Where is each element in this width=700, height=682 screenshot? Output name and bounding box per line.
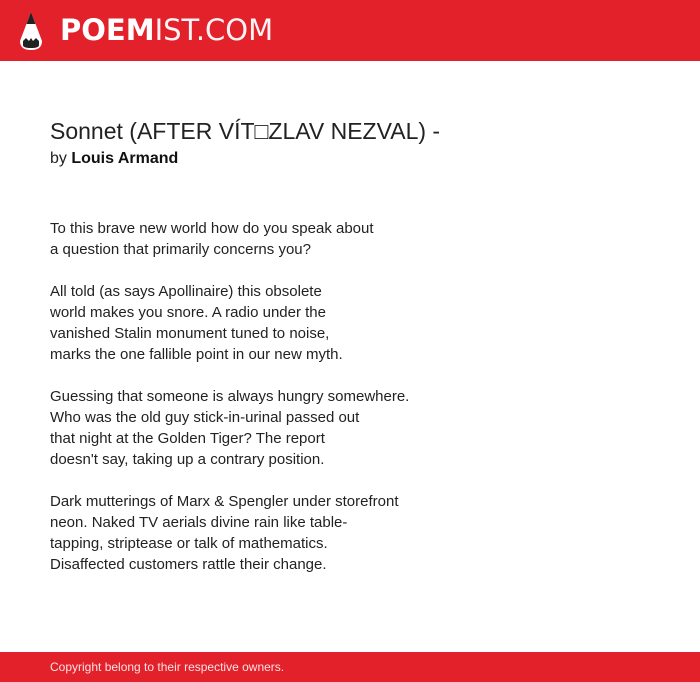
poem-stanza	[50, 386, 650, 470]
site-header	[0, 0, 700, 61]
poem-author: Louis Armand	[71, 150, 179, 167]
poem-line: doesn't say, taking up a contrary position.	[50, 451, 325, 468]
site-logo-text	[60, 13, 274, 47]
site-footer	[0, 652, 700, 682]
logo-text-light: IST.COM	[154, 13, 274, 47]
poem-line: marks the one fallible point in our new myth.	[50, 346, 343, 363]
poem-line: neon. Naked TV aerials divine rain like table-	[50, 514, 348, 531]
poem-line: that night at the Golden Tiger? The report	[50, 430, 325, 447]
poem-line: world makes you snore. A radio under the	[50, 304, 326, 321]
poem-body	[50, 218, 650, 575]
site-logo-link[interactable]	[18, 11, 273, 51]
by-label: by	[50, 150, 67, 167]
copyright-notice: Copyright belong to their respective owners.	[50, 660, 285, 674]
pencil-tip-icon	[18, 11, 44, 51]
poem-line: a question that primarily concerns you?	[50, 241, 311, 258]
poem-line: vanished Stalin monument tuned to noise,	[50, 325, 330, 342]
poem-byline	[50, 148, 650, 170]
logo-text-bold: POEM	[60, 13, 155, 47]
poem-line: Who was the old guy stick-in-urinal passed out	[50, 409, 360, 426]
poem-stanza	[50, 218, 650, 260]
poem-line: All told (as says Apollinaire) this obsolete	[50, 283, 322, 300]
poem-line: Dark mutterings of Marx & Spengler under storefront	[50, 493, 399, 510]
poem-line: Disaffected customers rattle their change.	[50, 556, 327, 573]
poem-line: Guessing that someone is always hungry somewhere.	[50, 388, 410, 405]
poem-line: tapping, striptease or talk of mathematics.	[50, 535, 328, 552]
poem-title: Sonnet (AFTER VÍT□ZLAV NEZVAL) -	[50, 118, 441, 144]
poem-content	[50, 117, 650, 596]
poem-stanza	[50, 281, 650, 365]
poem-stanza	[50, 491, 650, 575]
poem-line: To this brave new world how do you speak about	[50, 220, 374, 237]
